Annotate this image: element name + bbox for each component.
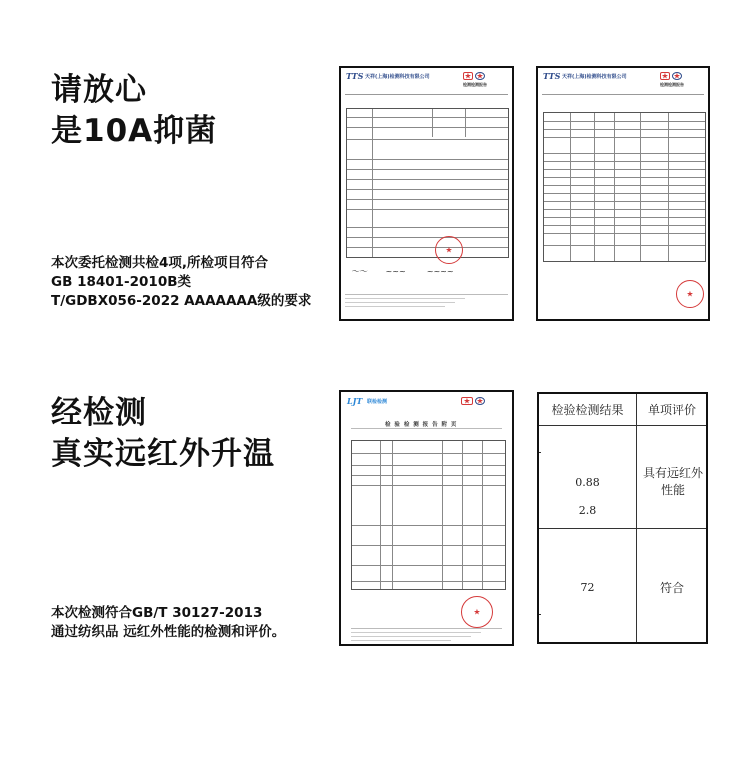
result-eval-1: 具有远红外性能	[642, 466, 703, 497]
result-value-2: 2.8	[578, 503, 597, 517]
report3-title: 检 验 检 测 报 告 附 页	[385, 422, 458, 428]
section2-desc-line2: 通过纺织品 远红外性能的检测和评价。	[51, 624, 286, 640]
report2-table	[543, 112, 706, 262]
report1-logo: TTS	[346, 71, 364, 81]
report2-type: 检测检测报告	[660, 82, 684, 87]
result-header-col2: 单项评价	[647, 403, 696, 417]
report3-brand: 联检检测	[367, 399, 388, 405]
report1-accreditation-mark	[463, 72, 473, 80]
result-value-1: 0.88	[575, 475, 600, 489]
section1-heading	[51, 70, 217, 152]
result-header-col1: 检验检测结果	[551, 403, 624, 417]
report3-logo: LJT	[347, 396, 363, 406]
section1-desc-line2: GB 18401-2010B类	[51, 274, 192, 290]
report2-accreditation-mark	[660, 72, 670, 80]
report2-red-seal	[676, 280, 704, 308]
section1-heading-line2: 是10A抑菌	[51, 113, 218, 149]
report1-red-seal	[435, 236, 463, 264]
result-value-3: 72	[580, 580, 595, 594]
report1-cnas-mark	[475, 72, 485, 80]
section2-heading-line2: 真实远红外升温	[51, 436, 275, 472]
report2-company: 天祥(上海)检测科技有限公司	[562, 74, 627, 80]
report2-logo: TTS	[543, 71, 561, 81]
result-eval-2: 符合	[659, 580, 684, 595]
report1-type: 检测检测报告	[463, 82, 487, 87]
section2-desc-line1: 本次检测符合GB/T 30127-2013	[51, 605, 263, 621]
section1-description	[51, 254, 311, 311]
section2-heading	[51, 393, 275, 475]
report1-company: 天祥(上海)检测科技有限公司	[365, 74, 430, 80]
test-report-image-1	[339, 66, 514, 321]
section2-description	[51, 604, 285, 642]
section2-heading-line1: 经检测	[51, 395, 147, 431]
result-table	[537, 392, 708, 644]
section1-desc-line3: T/GDBX056-2022 AAAAAAA级的要求	[51, 293, 312, 309]
report3-accreditation-mark	[461, 397, 473, 405]
section1-heading-line1: 请放心	[51, 72, 147, 108]
report1-signatures: 〜〜 ~~~ ~~~~	[351, 267, 454, 276]
report3-red-seal	[461, 596, 493, 628]
section1-desc-line1: 本次委托检测共检4项,所检项目符合	[51, 255, 269, 271]
report1-table	[346, 108, 509, 258]
report3-cnas-mark	[475, 397, 485, 405]
test-report-image-3	[339, 390, 514, 646]
test-report-image-2	[536, 66, 710, 321]
report3-table	[351, 440, 506, 590]
report2-cnas-mark	[672, 72, 682, 80]
